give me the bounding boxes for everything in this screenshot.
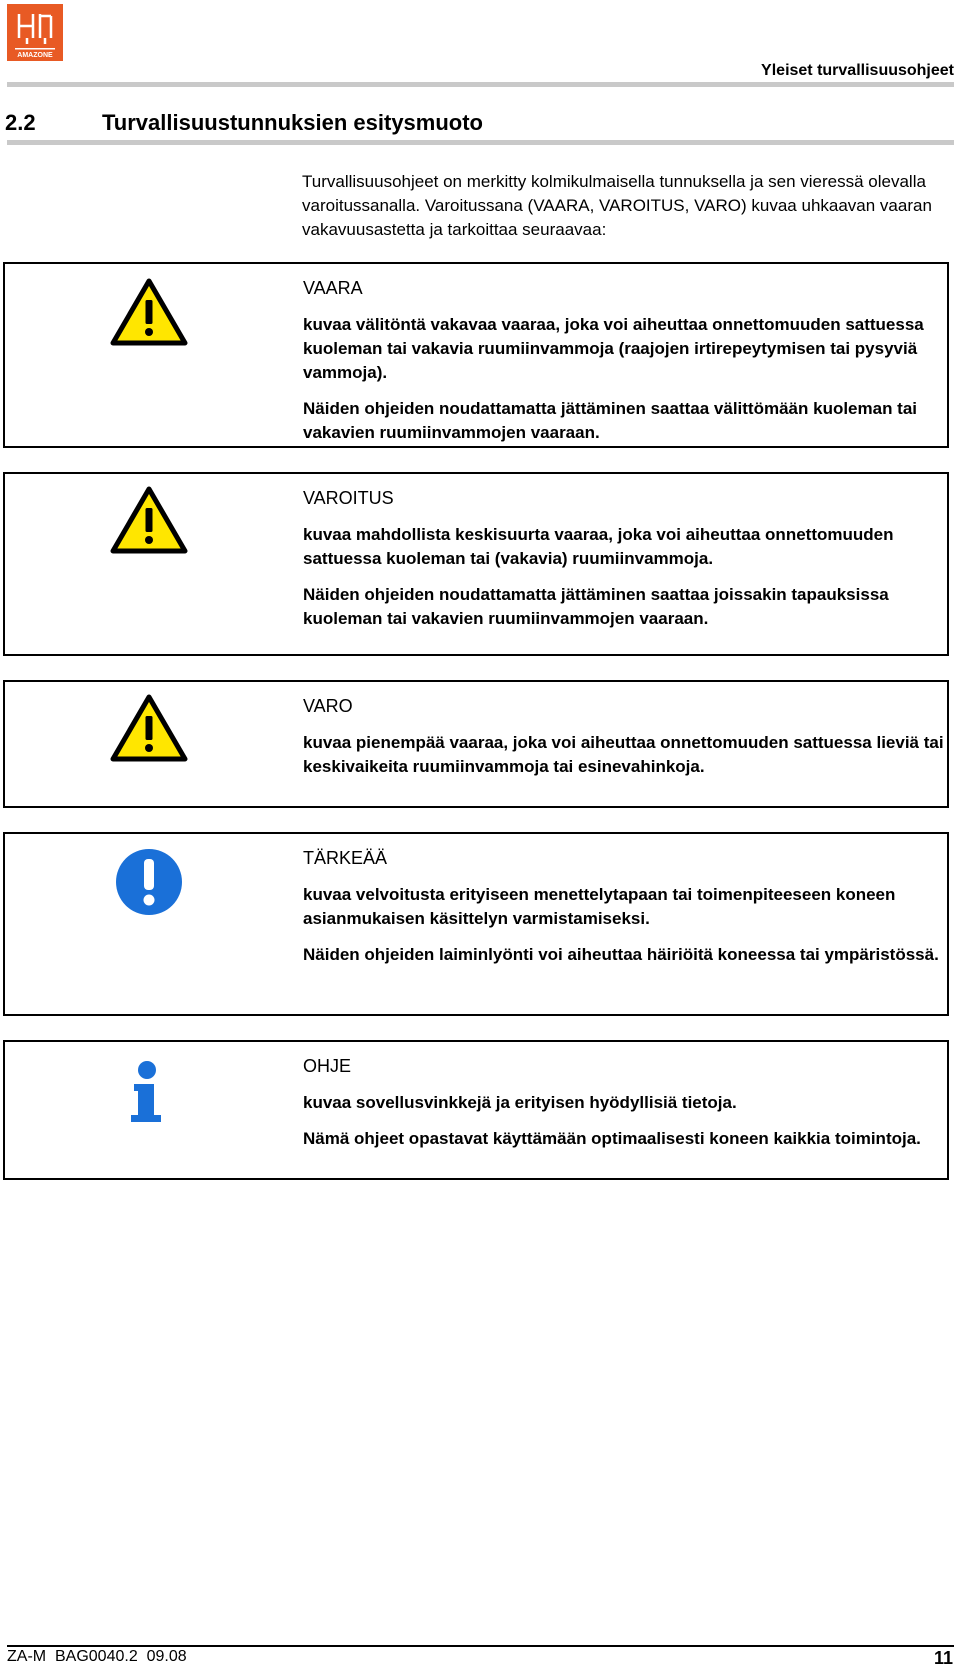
warning-notice-box bbox=[3, 472, 949, 656]
info-notice-box bbox=[3, 1040, 949, 1180]
notice-description: kuvaa velvoitusta erityiseen menettelytapaan tai toimenpiteeseen koneen asianmukaisen käsittelyn varmistamiseksi. bbox=[303, 885, 896, 928]
notice-consequence: Näiden ohjeiden noudattamatta jättäminen saattaa välittömään kuoleman tai vakavien ruumiinvammojen vaaraan. bbox=[303, 399, 918, 442]
header-title: Yleiset turvallisuusohjeet bbox=[761, 62, 954, 79]
section-heading bbox=[5, 110, 483, 136]
section-divider bbox=[7, 140, 954, 145]
caution-notice-box bbox=[3, 680, 949, 808]
notice-consequence: Nämä ohjeet opastavat käyttämään optimaalisesti koneen kaikkia toimintoja. bbox=[303, 1129, 921, 1148]
notice-description: kuvaa pienempää vaaraa, joka voi aiheuttaa onnettomuuden sattuessa lieviä tai keskivaikeita ruumiinvammoja tai esinevahinkoja. bbox=[303, 733, 944, 776]
warning-triangle-icon bbox=[110, 486, 188, 559]
section-number: 2.2 bbox=[5, 110, 36, 135]
notice-label: VAROITUS bbox=[303, 488, 394, 508]
warning-triangle-icon bbox=[110, 278, 188, 351]
notice-label: TÄRKEÄÄ bbox=[303, 848, 388, 868]
intro-paragraph: Turvallisuusohjeet on merkitty kolmikulmaisella tunnuksella ja sen vieressä olevalla varoitussanalla. Varoitussana (VAARA, VAROITUS, VARO) kuvaa uhkaavan vaaran vakavuusastetta ja tarkoittaa seuraavaa: bbox=[302, 172, 932, 239]
header-divider bbox=[7, 82, 954, 87]
notice-consequence: Näiden ohjeiden noudattamatta jättäminen saattaa joissakin tapauksissa kuoleman tai vakavien ruumiinvammojen vaaraan. bbox=[303, 585, 889, 628]
notice-description: kuvaa välitöntä vakavaa vaaraa, joka voi aiheuttaa onnettomuuden sattuessa kuoleman tai vakavia ruumiinvammoja (raajojen irtirepeytymisen tai pysyviä vammoja). bbox=[303, 315, 924, 382]
notice-consequence: Näiden ohjeiden laiminlyönti voi aiheuttaa häiriöitä koneessa tai ympäristössä. bbox=[303, 945, 939, 964]
notice-description: kuvaa sovellusvinkkejä ja erityisen hyödyllisiä tietoja. bbox=[303, 1093, 737, 1112]
notice-label: VARO bbox=[303, 696, 353, 716]
footer-divider bbox=[7, 1645, 954, 1647]
section-title: Turvallisuustunnuksien esitysmuoto bbox=[102, 110, 483, 135]
exclamation-circle-icon bbox=[115, 848, 183, 921]
danger-notice-box bbox=[3, 262, 949, 448]
page-number: 11 bbox=[933, 1648, 953, 1668]
notice-label: VAARA bbox=[303, 278, 363, 298]
info-icon bbox=[128, 1060, 164, 1129]
logo-text: AMAZONE bbox=[17, 52, 53, 59]
important-notice-box bbox=[3, 832, 949, 1016]
footer-doc-id: ZA-M BAG0040.2 09.08 bbox=[7, 1648, 187, 1665]
amazone-logo bbox=[7, 4, 63, 61]
warning-triangle-icon bbox=[110, 694, 188, 767]
notice-label: OHJE bbox=[303, 1056, 352, 1076]
notice-description: kuvaa mahdollista keskisuurta vaaraa, joka voi aiheuttaa onnettomuuden sattuessa kuoleman tai (vakavia) ruumiinvammoja. bbox=[303, 525, 894, 568]
